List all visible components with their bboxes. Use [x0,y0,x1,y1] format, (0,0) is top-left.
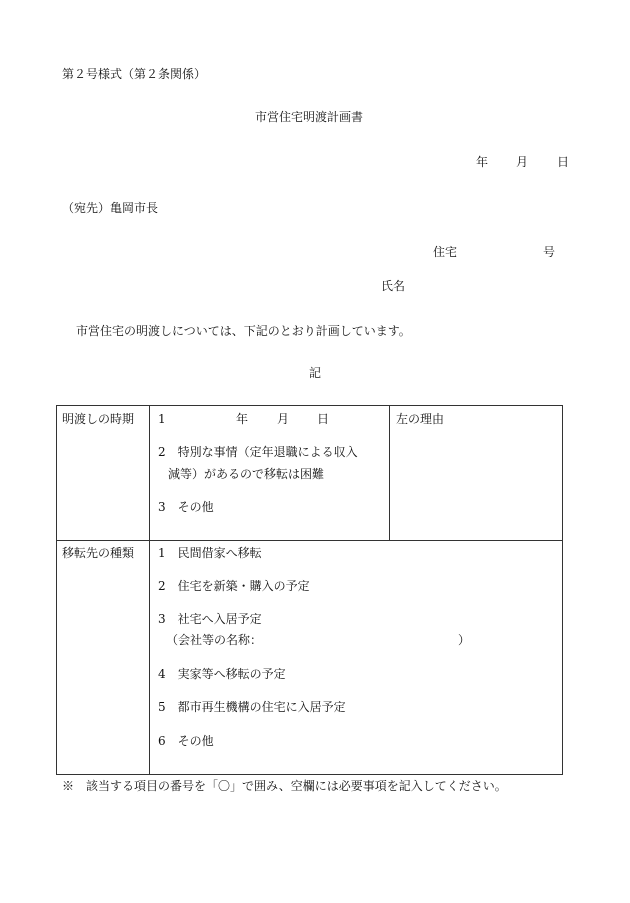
date-day: 日 [557,155,570,169]
timing-option-3: 3 その他 [158,500,214,514]
table-border-top [56,405,563,406]
table-border-bottom [56,774,563,775]
name-label: 氏名 [381,279,406,293]
destination-option-2: 2 住宅を新築・購入の予定 [158,579,310,593]
date-month: 月 [516,155,529,169]
timing-option-1-month: 月 [277,412,290,426]
document-title: 市営住宅明渡計画書 [255,110,364,124]
destination-header: 移転先の種類 [62,546,135,560]
ki-label: 記 [309,366,322,380]
destination-option-1: 1 民間借家へ移転 [158,546,262,560]
table-border-left [56,405,57,775]
footnote: ※ 該当する項目の番号を「〇」で囲み、空欄には必要事項を記入してください。 [62,779,507,793]
residence-label: 住宅 [433,245,458,259]
company-name-open: （会社等の名称： [166,633,263,647]
timing-option-1-day: 日 [317,412,330,426]
timing-option-1-year: 年 [236,412,249,426]
table-border-right [562,405,563,775]
date-year: 年 [476,155,489,169]
destination-option-5: 5 都市再生機構の住宅に入居予定 [158,700,346,714]
intro-text: 市営住宅の明渡しについては、下記のとおり計画しています。 [76,324,411,338]
company-name-close: ） [458,633,471,647]
table-col-divider [149,405,150,775]
timing-option-1-number: 1 [158,412,166,426]
timing-option-2-line1: 2 特別な事情（定年退職による収入 [158,445,358,459]
timing-header: 明渡しの時期 [62,412,135,426]
table-reason-divider [389,405,390,541]
form-number: 第２号様式（第２条関係） [62,67,207,81]
destination-option-4: 4 実家等へ移転の予定 [158,667,286,681]
number-label: 号 [543,245,556,259]
reason-label: 左の理由 [396,412,445,426]
table-border-middle [56,540,563,541]
timing-option-2-line2: 減等）があるので移転は困難 [168,467,325,481]
destination-option-3: 3 社宅へ入居予定 [158,612,262,626]
destination-option-6: 6 その他 [158,734,214,748]
addressee: （宛先）亀岡市長 [62,201,159,215]
